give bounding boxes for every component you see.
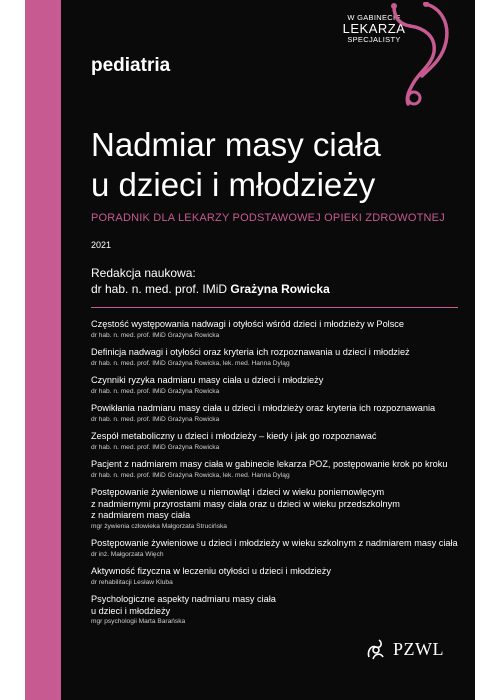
spine-stripe	[25, 0, 61, 700]
toc-title: Aktywność fizyczna w leczeniu otyłości u dzieci i młodzieży	[91, 566, 331, 576]
toc-title: Definicja nadwagi i otyłości oraz kryteria ich rozpoznawania u dzieci i młodzież	[91, 347, 410, 357]
toc-item	[91, 487, 461, 532]
topic-label: pediatria	[91, 55, 171, 76]
toc-item	[91, 538, 461, 560]
editor-name: Grażyna Rowicka	[230, 282, 330, 296]
toc-author: dr hab. n. med. prof. IMiD Grażyna Rowicka	[91, 443, 220, 451]
editor-prefix: dr hab. n. med. prof. IMiD	[91, 282, 228, 296]
series-line-1: W GABINECIE	[347, 13, 401, 22]
editor-block	[91, 265, 330, 297]
toc-item	[91, 319, 461, 341]
toc-item	[91, 403, 461, 425]
toc-author: dr rehabilitacji Lesław Kluba	[91, 578, 173, 586]
toc-item	[91, 375, 461, 397]
subtitle: PORADNIK DLA LEKARZY PODSTAWOWEJ OPIEKI ZDROWOTNEJ	[91, 212, 445, 224]
toc-author: mgr psychologii Marta Barańska	[91, 618, 186, 625]
toc-item	[91, 459, 461, 481]
toc-author: dr inż. Małgorzata Więch	[91, 550, 164, 558]
title-line-1: Nadmiar masy ciała	[91, 126, 381, 163]
toc-title: Powikłania nadmiaru masy ciała u dzieci i młodzieży oraz kryteria ich rozpoznawania	[91, 403, 436, 413]
toc-author: dr hab. n. med. prof. IMiD Grażyna Rowicka	[91, 331, 220, 339]
toc-title: Psychologiczne aspekty nadmiaru masy ciała u dzieci i młodzieży	[91, 594, 276, 616]
toc-item	[91, 431, 461, 453]
toc-author: mgr żywienia człowieka Małgorzata Strucińska	[91, 522, 227, 530]
toc-author: dr hab. n. med. prof. IMiD Grażyna Rowicka	[91, 415, 220, 423]
toc-item	[91, 594, 461, 627]
series-line-3: SPECJALISTY	[347, 34, 401, 44]
toc-author: dr hab. n. med. prof. IMiD Grażyna Rowicka, lek. med. Hanna Dyląg	[91, 471, 290, 479]
table-of-contents	[91, 319, 461, 634]
publisher-name: PZWL	[393, 638, 444, 659]
toc-title: Postępowanie żywieniowe u dzieci i młodzieży w wieku szkolnym z nadmiarem masy ciała	[91, 538, 458, 548]
toc-author: dr hab. n. med. prof. IMiD Grażyna Rowicka	[91, 387, 220, 395]
editor-label: Redakcja naukowa:	[91, 266, 196, 280]
toc-item	[91, 566, 461, 588]
year: 2021	[91, 240, 112, 250]
toc-title: Częstość występowania nadwagi i otyłości wśród dzieci i młodzieży w Polsce	[91, 319, 405, 329]
toc-item	[91, 347, 461, 369]
divider	[91, 307, 458, 308]
toc-title: Postępowanie żywieniowe u niemowląt i dzieci w wieku poniemowlęcym z nadmiernymi przyrostami masy ciała oraz u dzieci w wieku przedszkolnym z nadmiarem masy ciała	[91, 487, 400, 520]
publisher-logo	[365, 637, 444, 661]
title-line-2: u dzieci i młodzieży	[91, 166, 376, 203]
toc-title: Pacjent z nadmiarem masy ciała w gabinecie lekarza POZ, postępowanie krok po kroku	[91, 459, 448, 469]
stethoscope-icon	[380, 2, 460, 112]
book-title	[91, 125, 381, 205]
editor-line	[91, 281, 330, 297]
toc-title: Czynniki ryzyka nadmiaru masy ciała u dzieci i młodzieży	[91, 375, 324, 385]
toc-author: dr hab. n. med. prof. IMiD Grażyna Rowicka, lek. med. Hanna Dyląg	[91, 359, 290, 367]
series-line-2: LEKARZA	[342, 20, 406, 36]
toc-title: Zespół metaboliczny u dzieci i młodzieży – kiedy i jak go rozpoznawać	[91, 431, 377, 441]
pzwl-logo-icon	[365, 637, 387, 661]
